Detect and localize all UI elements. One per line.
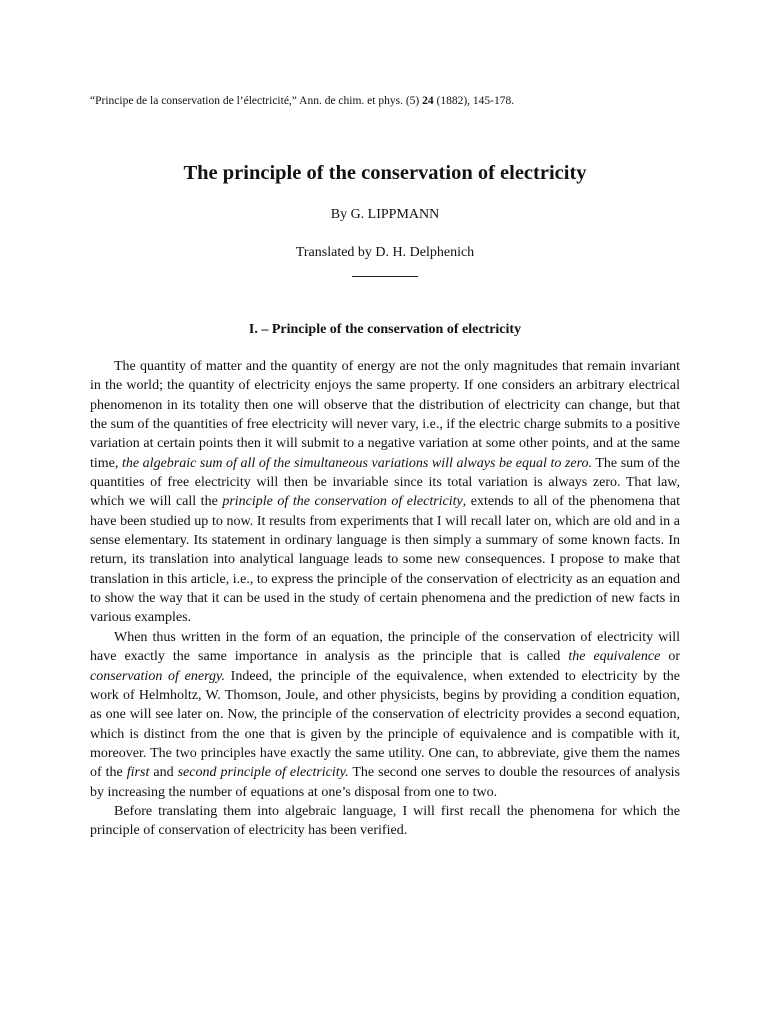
paragraph-1-text-c: , extends to all of the phenomena that have been studied up to now. It results from experiments that I will recall later on, which are old and in a sense elementary. Its statement in ordinary language is then simply a summary of some known facts. In return, its translation into analytical language leads to some new consequences. I propose to make that translation in this article, i.e., to express the principle of the conservation of electricity as an equation and to show the way that it can be used in the study of certain phenomena and the prediction of new facts in various examples. bbox=[90, 494, 680, 626]
paragraph-1-text-b: The sum of the quantities of free electricity will then be invariable since its total variation is always zero. That law, which we will call the bbox=[90, 455, 681, 510]
paragraph-2-emphasis-c: first bbox=[126, 765, 150, 781]
paragraph-2-text-a: When thus written in the form of an equation, the principle of the conservation of electricity will have exactly the same importance in analysis as the principle that is called bbox=[90, 629, 680, 665]
paper-title: The principle of the conservation of electricity bbox=[183, 162, 587, 184]
paragraph-1-emphasis-b: principle of the conservation of electricity bbox=[222, 494, 463, 510]
paragraph-2-emphasis-d: second principle of electricity. bbox=[177, 765, 349, 781]
citation-volume: 24 bbox=[422, 95, 434, 107]
citation-pages: (1882), 145-178. bbox=[433, 95, 515, 107]
paragraph-2-text-d: and bbox=[149, 765, 178, 781]
paragraph-2-text-b: or bbox=[660, 649, 680, 665]
paragraph-2-emphasis-a: the equivalence bbox=[568, 649, 661, 665]
section-heading: I. – Principle of the conservation of electricity bbox=[248, 322, 522, 337]
paragraph-2 bbox=[90, 628, 680, 802]
paragraph-1 bbox=[90, 357, 680, 628]
section-body bbox=[90, 357, 680, 841]
paragraph-1-emphasis-a: the algebraic sum of all of the simultaneous variations will always be equal to zero. bbox=[121, 455, 593, 471]
separator-rule bbox=[352, 276, 418, 277]
citation bbox=[90, 94, 514, 108]
paragraph-1-text-a: The quantity of matter and the quantity of energy are not the only magnitudes that remain invariant in the world; the quantity of electricity enjoys the same property. If one considers an arbitrary electrical phenomenon in its totality then one will observe that the distribution of electricity can change, but that the sum of the quantities of free electricity will never vary, i.e., if the electric charge submits to a positive variation at certain points then it will submit to a negative variation at some other points, and at the same time, bbox=[90, 359, 680, 471]
paragraph-2-text-c: Indeed, the principle of the equivalence, when extended to electricity by the work of Helmholtz, W. Thomson, Joule, and other physicists, begins by providing a condition equation, as one will see later on. Now, the principle of the conservation of electricity provides a second equation, which is distinct from the one that is given by the principle of equivalence and is compatible with it, moreover. The two principles have exactly the same utility. One can, to abbreviate, give them the names of the bbox=[90, 668, 680, 781]
citation-text: “Principe de la conservation de l’électricité,” Ann. de chim. et phys. (5) bbox=[90, 95, 423, 107]
author-line: By G. LIPPMANN bbox=[330, 207, 440, 222]
translator-line: Translated by D. H. Delphenich bbox=[295, 245, 475, 260]
paragraph-2-emphasis-b: conservation of energy. bbox=[90, 668, 225, 684]
paragraph-2-text-e: The second one serves to double the resources of analysis by increasing the number of equations at one’s disposal from one to two. bbox=[90, 765, 680, 800]
paragraph-3: Before translating them into algebraic language, I will first recall the phenomena for which the principle of conservation of electricity has been verified. bbox=[90, 803, 680, 839]
